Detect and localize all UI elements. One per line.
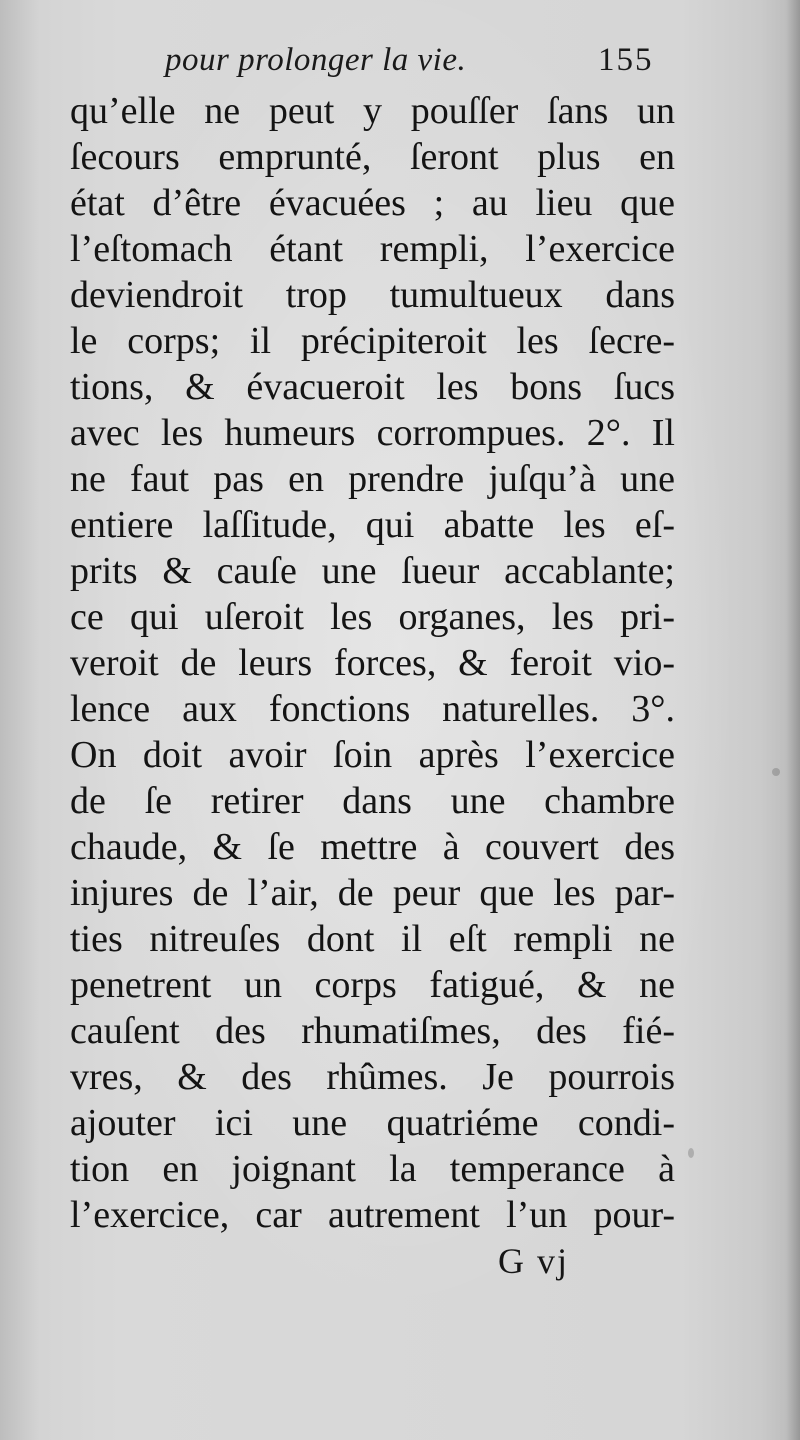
page-edge-shadow — [786, 0, 800, 1440]
paper-blemish — [772, 768, 780, 776]
text-line: injures de l’air, de peur que les par- — [70, 872, 675, 914]
paper-blemish — [688, 1148, 694, 1158]
text-line: chaude, & ſe mettre à couvert des — [70, 826, 675, 868]
text-line: tions, & évacueroit les bons ſucs — [70, 366, 675, 408]
text-line: deviendroit trop tumultueux dans — [70, 274, 675, 316]
text-line: lence aux fonctions naturelles. 3°. — [70, 688, 675, 730]
text-line: ſecours emprunté, ſeront plus en — [70, 136, 675, 178]
text-line: veroit de leurs forces, & feroit vio- — [70, 642, 675, 684]
text-line: l’exercice, car autrement l’un pour- — [70, 1194, 675, 1236]
signature-mark: G vj — [498, 1241, 569, 1281]
running-head-title: pour prolonger la vie. — [165, 42, 467, 78]
text-line: ties nitreuſes dont il eſt rempli ne — [70, 918, 675, 960]
text-line: vres, & des rhûmes. Je pourrois — [70, 1056, 675, 1098]
text-line: le corps; il précipiteroit les ſecre- — [70, 320, 675, 362]
text-line: état d’être évacuées ; au lieu que — [70, 182, 675, 224]
body-text — [70, 88, 675, 1238]
text-line: On doit avoir ſoin après l’exercice — [70, 734, 675, 776]
text-line: tion en joignant la temperance à — [70, 1148, 675, 1190]
text-line: de ſe retirer dans une chambre — [70, 780, 675, 822]
text-line: penetrent un corps fatigué, & ne — [70, 964, 675, 1006]
text-line: prits & cauſe une ſueur accablante; — [70, 550, 675, 592]
text-line: ne faut pas en prendre juſqu’à une — [70, 458, 675, 500]
text-line: cauſent des rhumatiſmes, des fié- — [70, 1010, 675, 1052]
page-number: 155 — [598, 42, 654, 78]
text-line: avec les humeurs corrompues. 2°. Il — [70, 412, 675, 454]
text-line: ce qui uſeroit les organes, les pri- — [70, 596, 675, 638]
text-line: l’eſtomach étant rempli, l’exercice — [70, 228, 675, 270]
text-line: qu’elle ne peut y pouſſer ſans un — [70, 90, 675, 132]
text-line: entiere laſſitude, qui abatte les eſ- — [70, 504, 675, 546]
text-line: ajouter ici une quatriéme condi- — [70, 1102, 675, 1144]
